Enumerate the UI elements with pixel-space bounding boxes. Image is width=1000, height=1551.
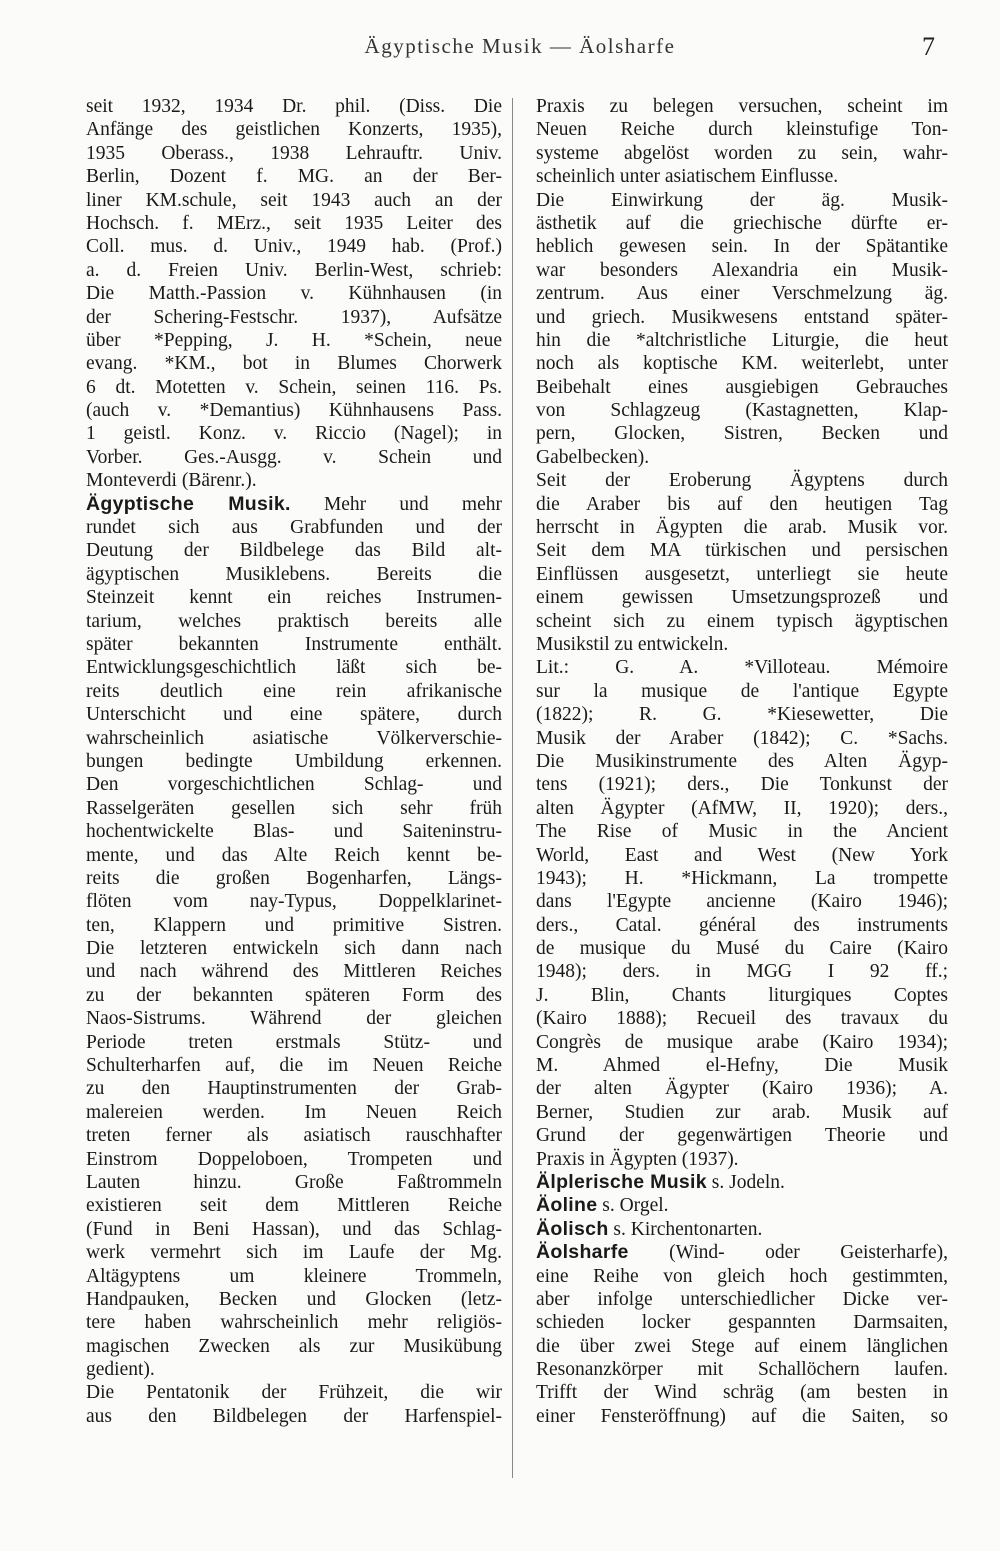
text-line — [536, 586, 948, 609]
line-text: einer Fensteröffnung) auf die Saiten, so — [536, 1405, 948, 1427]
line-text: Die Matth.-Passion v. Kühnhausen (in — [86, 283, 502, 305]
entry-headword: Älplerische Musik — [536, 1170, 707, 1193]
line-text: ästhetik auf die griechische dürfte er- — [536, 212, 948, 234]
line-text: Hochsch. f. MErz., seit 1935 Leiter des — [86, 212, 502, 234]
line-text: Trifft der Wind schräg (am besten in — [536, 1382, 948, 1404]
line-text: tere haben wahrscheinlich mehr religiös- — [86, 1312, 502, 1334]
text-line — [86, 376, 502, 399]
text-line — [536, 797, 948, 820]
line-text: Monteverdi (Bärenr.). — [86, 470, 257, 492]
line-text: scheint sich zu einem typisch ägyptischen — [536, 610, 948, 632]
line-text: und griech. Musikwesens entstand später- — [536, 306, 948, 328]
line-text: Die Musikinstrumente des Alten Ägyp- — [536, 750, 948, 772]
line-text: evang. *KM., bot in Blumes Chorwerk — [86, 353, 502, 375]
text-line — [536, 750, 948, 773]
line-text: Gabelbecken). — [536, 446, 650, 468]
text-line — [536, 773, 948, 796]
text-line — [86, 914, 502, 937]
line-text: s. Jodeln. — [706, 1171, 785, 1193]
text-line — [86, 282, 502, 305]
text-line — [86, 1054, 502, 1077]
text-line — [536, 844, 948, 867]
line-text: von Schlagzeug (Kastagnetten, Klap- — [536, 400, 948, 422]
line-text: war besonders Alexandria ein Musik- — [536, 259, 948, 281]
text-line — [536, 633, 948, 656]
line-text: World, East and West (New York — [536, 844, 948, 866]
line-text: Die Einwirkung der äg. Musik- — [536, 189, 948, 211]
text-line — [536, 142, 948, 165]
right-column — [536, 95, 948, 1428]
text-line — [86, 1124, 502, 1147]
text-line — [536, 937, 948, 960]
column-divider — [512, 98, 513, 1478]
line-text: existieren seit dem Mittleren Reiche — [86, 1195, 502, 1217]
text-line — [86, 142, 502, 165]
line-text: zentrum. Aus einer Verschmelzung äg. — [536, 283, 948, 305]
line-text: s. Orgel. — [597, 1195, 669, 1217]
line-text: noch als koptische KM. weiterlebt, unter — [536, 353, 948, 375]
text-line — [536, 165, 948, 188]
text-line — [536, 1288, 948, 1311]
text-line — [536, 282, 948, 305]
line-text: seit 1932, 1934 Dr. phil. (Diss. Die — [86, 96, 502, 117]
text-line — [536, 1265, 948, 1288]
text-line — [86, 1311, 502, 1334]
text-line — [86, 469, 502, 492]
line-text: Resonanzkörper mit Schallöchern laufen. — [536, 1359, 948, 1381]
line-text: (1822); R. G. *Kiesewetter, Die — [536, 704, 948, 726]
line-text: ders., Catal. général des instruments — [536, 914, 948, 936]
text-line — [536, 727, 948, 750]
text-line — [536, 703, 948, 726]
line-text: der alten Ägypter (Kairo 1936); A. — [536, 1078, 948, 1100]
line-text: malereien werden. Im Neuen Reich — [86, 1101, 502, 1123]
text-line — [86, 820, 502, 843]
text-line — [536, 1405, 948, 1428]
text-line — [86, 1148, 502, 1171]
line-text: Periode treten erstmals Stütz- und — [86, 1031, 502, 1053]
line-text: sur la musique de l'antique Egypte — [536, 680, 948, 702]
line-text: hochentwickelte Blas- und Saiteninstru- — [86, 821, 502, 843]
text-line — [86, 352, 502, 375]
text-line — [86, 1101, 502, 1124]
text-line — [86, 1007, 502, 1030]
line-text: flöten vom nay-Typus, Doppelklarinet- — [86, 891, 502, 913]
line-text: Einflüssen ausgesetzt, unterliegt sie heute — [536, 563, 948, 585]
text-line — [86, 610, 502, 633]
left-column — [86, 95, 502, 1428]
text-line — [536, 1194, 948, 1217]
text-line — [86, 165, 502, 188]
line-text: über *Pepping, J. H. *Schein, neue — [86, 329, 502, 351]
line-text: 1 geistl. Konz. v. Riccio (Nagel); in — [86, 423, 502, 445]
text-line — [86, 1241, 502, 1264]
line-text: scheinlich unter asiatischem Einflusse. — [536, 166, 839, 188]
line-text: gedient). — [86, 1359, 155, 1381]
line-text: Lauten hinzu. Große Faßtrommeln — [86, 1171, 502, 1193]
running-title: Ägyptische Musik — Äolsharfe — [364, 34, 676, 58]
line-text: Praxis zu belegen versuchen, scheint im — [536, 96, 948, 117]
text-line — [536, 516, 948, 539]
text-line — [536, 376, 948, 399]
entry-headword: Äolsharfe — [536, 1241, 629, 1264]
text-line — [86, 1288, 502, 1311]
text-line — [86, 235, 502, 258]
line-text: Lit.: G. A. *Villoteau. Mémoire — [536, 657, 948, 679]
text-line — [536, 352, 948, 375]
text-line — [536, 493, 948, 516]
text-line — [86, 890, 502, 913]
text-line — [536, 656, 948, 679]
text-line — [536, 1335, 948, 1358]
entry-headword: Äolisch — [536, 1217, 609, 1240]
line-text: und nach während des Mittleren Reiches — [86, 961, 502, 983]
text-line — [86, 750, 502, 773]
text-line — [536, 329, 948, 352]
line-text: Mehr und mehr — [290, 493, 502, 515]
line-text: der Schering-Festschr. 1937), Aufsätze — [86, 306, 502, 328]
line-text: Grund der gegenwärtigen Theorie und — [536, 1125, 948, 1147]
line-text: Musik der Araber (1842); C. *Sachs. — [536, 727, 948, 749]
text-line — [536, 399, 948, 422]
line-text: ägyptischen Musiklebens. Bereits die — [86, 563, 502, 585]
line-text: bungen bedingte Umbildung erkennen. — [86, 750, 502, 772]
line-text: rundet sich aus Grabfunden und der — [86, 517, 502, 539]
text-line — [536, 1218, 948, 1241]
text-line — [86, 118, 502, 141]
line-text: (Kairo 1888); Recueil des travaux du — [536, 1008, 948, 1030]
text-line — [536, 539, 948, 562]
line-text: die über zwei Stege auf einem länglichen — [536, 1335, 948, 1357]
line-text: wahrscheinlich asiatische Völkerverschie- — [86, 727, 502, 749]
text-line — [536, 259, 948, 282]
text-line — [536, 212, 948, 235]
line-text: Die letzteren entwickeln sich dann nach — [86, 938, 502, 960]
text-line — [86, 867, 502, 890]
text-line — [86, 212, 502, 235]
text-line — [86, 656, 502, 679]
line-text: (Fund in Beni Hassan), und das Schlag- — [86, 1218, 502, 1240]
text-line — [536, 610, 948, 633]
line-text: Den vorgeschichtlichen Schlag- und — [86, 774, 502, 796]
text-line — [86, 586, 502, 609]
text-line — [86, 797, 502, 820]
text-line — [536, 235, 948, 258]
line-text: schieden locker gespannten Darmsaiten, — [536, 1312, 948, 1334]
line-text: Handpauken, Becken und Glocken (letz- — [86, 1288, 502, 1310]
line-text: zu den Hauptinstrumenten der Grab- — [86, 1078, 502, 1100]
text-line — [536, 469, 948, 492]
text-line — [86, 95, 502, 118]
text-line — [536, 95, 948, 118]
line-text: Einstrom Doppeloboen, Trompeten und — [86, 1148, 502, 1170]
text-line — [536, 563, 948, 586]
text-line — [536, 1358, 948, 1381]
text-line — [86, 493, 502, 516]
line-text: heblich gewesen sein. In der Spätantike — [536, 236, 948, 258]
text-line — [536, 1171, 948, 1194]
line-text: The Rise of Music in the Ancient — [536, 821, 948, 843]
line-text: liner KM.schule, seit 1943 auch an der — [86, 189, 502, 211]
line-text: einem gewissen Umsetzungsprozeß und — [536, 587, 948, 609]
line-text: Seit dem MA türkischen und persischen — [536, 540, 948, 562]
line-text: werk vermehrt sich im Laufe der Mg. — [86, 1242, 502, 1264]
line-text: Congrès de musique arabe (Kairo 1934); — [536, 1031, 948, 1053]
line-text: Vorber. Ges.-Ausgg. v. Schein und — [86, 446, 502, 468]
line-text: Anfänge des geistlichen Konzerts, 1935), — [86, 119, 502, 141]
line-text: J. Blin, Chants liturgiques Coptes — [536, 984, 948, 1006]
line-text: Die Pentatonik der Frühzeit, die wir — [86, 1382, 502, 1404]
line-text: dans l'Egypte ancienne (Kairo 1946); — [536, 891, 948, 913]
entry-headword: Ägyptische Musik. — [86, 492, 291, 515]
text-line — [536, 867, 948, 890]
text-line — [536, 118, 948, 141]
text-line — [86, 727, 502, 750]
line-text: (auch v. *Demantius) Kühnhausens Pass. — [86, 400, 502, 422]
line-text: zu der bekannten späteren Form des — [86, 984, 502, 1006]
line-text: reits deutlich eine rein afrikanische — [86, 680, 502, 702]
text-line — [86, 633, 502, 656]
line-text: Praxis in Ägypten (1937). — [536, 1148, 739, 1170]
text-line — [86, 563, 502, 586]
text-line — [86, 1405, 502, 1428]
line-text: reits die großen Bogenharfen, Längs- — [86, 867, 502, 889]
line-text: magischen Zwecken als zur Musikübung — [86, 1335, 502, 1357]
line-text: ten, Klappern und primitive Sistren. — [86, 914, 502, 936]
line-text: Altägyptens um kleinere Trommeln, — [86, 1265, 502, 1287]
line-text: treten ferner als asiatisch rauschhafter — [86, 1125, 502, 1147]
line-text: Neuen Reiche durch kleinstufige Ton- — [536, 119, 948, 141]
text-line — [536, 422, 948, 445]
line-text: Deutung der Bildbelege das Bild alt- — [86, 540, 502, 562]
text-line — [86, 960, 502, 983]
text-line — [86, 306, 502, 329]
text-line — [86, 422, 502, 445]
line-text: Schulterharfen auf, die im Neuen Reiche — [86, 1055, 502, 1077]
line-text: Naos-Sistrums. Während der gleichen — [86, 1008, 502, 1030]
text-line — [86, 399, 502, 422]
text-line — [536, 1311, 948, 1334]
text-line — [86, 844, 502, 867]
text-line — [86, 539, 502, 562]
text-line — [536, 446, 948, 469]
text-line — [536, 306, 948, 329]
line-text: später bekannten Instrumente enthält. — [86, 633, 502, 655]
text-line — [86, 773, 502, 796]
line-text: systeme abgelöst worden zu sein, wahr- — [536, 142, 948, 164]
text-line — [536, 1007, 948, 1030]
line-text: pern, Glocken, Sistren, Becken und — [536, 423, 948, 445]
text-line — [86, 1335, 502, 1358]
text-line — [86, 1358, 502, 1381]
page-number: 7 — [922, 32, 935, 61]
text-line — [86, 1031, 502, 1054]
text-line — [86, 259, 502, 282]
line-text: Seit der Eroberung Ägyptens durch — [536, 470, 948, 492]
text-line — [536, 820, 948, 843]
line-text: tarium, welches praktisch bereits alle — [86, 610, 502, 632]
text-line — [86, 1265, 502, 1288]
line-text: 1948); ders. in MGG I 92 ff.; — [536, 961, 948, 983]
entry-headword: Äoline — [536, 1194, 598, 1217]
text-line — [536, 680, 948, 703]
line-text: aus den Bildbelegen der Harfenspiel- — [86, 1405, 502, 1427]
line-text: Unterschicht und eine spätere, durch — [86, 704, 502, 726]
text-line — [536, 1381, 948, 1404]
text-line — [86, 1171, 502, 1194]
text-line — [86, 446, 502, 469]
text-line — [536, 1148, 948, 1171]
line-text: hin die *altchristliche Liturgie, die heut — [536, 329, 948, 351]
line-text: 1935 Oberass., 1938 Lehrauftr. Univ. — [86, 142, 502, 164]
text-line — [536, 890, 948, 913]
line-text: Coll. mus. d. Univ., 1949 hab. (Prof.) — [86, 236, 502, 258]
text-line — [536, 960, 948, 983]
text-line — [536, 189, 948, 212]
text-line — [86, 516, 502, 539]
line-text: die Araber bis auf den heutigen Tag — [536, 493, 948, 515]
text-line — [536, 984, 948, 1007]
text-line — [536, 1054, 948, 1077]
text-line — [86, 189, 502, 212]
line-text: mente, und das Alte Reich kennt be- — [86, 844, 502, 866]
line-text: Musikstil zu entwickeln. — [536, 633, 729, 655]
line-text: 6 dt. Motetten v. Schein, seinen 116. Ps. — [86, 376, 502, 398]
line-text: 1943); H. *Hickmann, La trompette — [536, 867, 948, 889]
text-line — [86, 703, 502, 726]
line-text: de musique du Musé du Caire (Kairo — [536, 938, 948, 960]
text-line — [86, 1381, 502, 1404]
line-text: Beibehalt eines ausgiebigen Gebrauches — [536, 376, 948, 398]
line-text: M. Ahmed el-Hefny, Die Musik — [536, 1055, 948, 1077]
line-text: Berner, Studien zur arab. Musik auf — [536, 1101, 948, 1123]
line-text: aber infolge unterschiedlicher Dicke ver- — [536, 1288, 948, 1310]
line-text: a. d. Freien Univ. Berlin-West, schrieb: — [86, 259, 502, 281]
line-text: alten Ägypter (AfMW, II, 1920); ders., — [536, 797, 948, 819]
line-text: (Wind- oder Geisterharfe), — [628, 1242, 948, 1264]
text-line — [536, 914, 948, 937]
text-line — [536, 1031, 948, 1054]
line-text: Entwicklungsgeschichtlich läßt sich be- — [86, 657, 502, 679]
text-line — [86, 1194, 502, 1217]
text-line — [86, 1218, 502, 1241]
text-line — [86, 984, 502, 1007]
line-text: Berlin, Dozent f. MG. an der Ber- — [86, 166, 502, 188]
text-line — [86, 329, 502, 352]
text-line — [86, 937, 502, 960]
line-text: herrscht in Ägypten die arab. Musik vor. — [536, 517, 948, 539]
text-line — [86, 1077, 502, 1100]
text-line — [536, 1241, 948, 1264]
text-line — [536, 1124, 948, 1147]
line-text: Rasselgeräten gesellen sich sehr früh — [86, 797, 502, 819]
line-text: Steinzeit kennt ein reiches Instrumen- — [86, 587, 502, 609]
text-line — [536, 1077, 948, 1100]
line-text: eine Reihe von gleich hoch gestimmten, — [536, 1265, 948, 1287]
text-line — [536, 1101, 948, 1124]
line-text: s. Kirchentonarten. — [608, 1218, 763, 1240]
text-line — [86, 680, 502, 703]
line-text: tens (1921); ders., Die Tonkunst der — [536, 774, 948, 796]
